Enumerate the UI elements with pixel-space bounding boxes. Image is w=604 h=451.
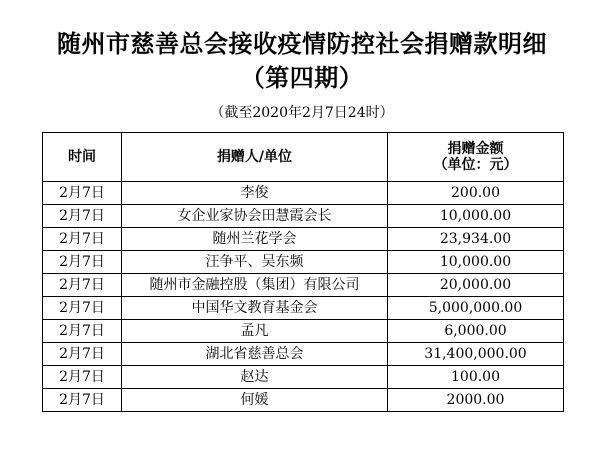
cell-date: 2月7日	[43, 251, 122, 274]
cell-date: 2月7日	[43, 389, 122, 412]
table-row	[43, 343, 564, 366]
cell-donor: 随州兰花学会	[122, 228, 388, 251]
cell-date: 2月7日	[43, 343, 122, 366]
cell-donor: 赵达	[122, 366, 388, 389]
cell-donor: 女企业家协会田慧霞会长	[122, 205, 388, 228]
header-amount-unit: （单位：元）	[433, 157, 518, 173]
cell-amount: 2000.00	[388, 389, 564, 412]
table-row	[43, 182, 564, 205]
cell-amount: 10,000.00	[388, 205, 564, 228]
cell-donor: 汪争平、吴东频	[122, 251, 388, 274]
cell-date: 2月7日	[43, 228, 122, 251]
cell-donor: 中国华文教育基金会	[122, 297, 388, 320]
cell-donor: 湖北省慈善总会	[122, 343, 388, 366]
cell-donor: 何媛	[122, 389, 388, 412]
cell-amount: 100.00	[388, 366, 564, 389]
date-note: （截至2020年2月7日24时）	[210, 105, 394, 121]
table-row	[43, 251, 564, 274]
header-donor: 捐赠人/单位	[122, 133, 388, 182]
cell-amount: 5,000,000.00	[388, 297, 564, 320]
cell-date: 2月7日	[43, 366, 122, 389]
header-amount	[388, 133, 564, 182]
cell-amount: 6,000.00	[388, 320, 564, 343]
table-row	[43, 389, 564, 412]
cell-date: 2月7日	[43, 320, 122, 343]
table-row	[43, 320, 564, 343]
cell-date: 2月7日	[43, 297, 122, 320]
cell-donor: 随州市金融控股（集团）有限公司	[122, 274, 388, 297]
table-header-row	[43, 133, 564, 182]
table-row	[43, 205, 564, 228]
document-subtitle: （第四期）	[240, 64, 364, 92]
cell-date: 2月7日	[43, 274, 122, 297]
donation-table	[42, 132, 564, 412]
table-row	[43, 297, 564, 320]
table-row	[43, 366, 564, 389]
cell-amount: 31,400,000.00	[388, 343, 564, 366]
cell-amount: 23,934.00	[388, 228, 564, 251]
cell-amount: 200.00	[388, 182, 564, 205]
cell-amount: 10,000.00	[388, 251, 564, 274]
cell-amount: 20,000.00	[388, 274, 564, 297]
document-title: 随州市慈善总会接收疫情防控社会捐赠款明细	[57, 30, 547, 58]
header-time: 时间	[43, 133, 122, 182]
cell-donor: 孟凡	[122, 320, 388, 343]
cell-donor: 李俊	[122, 182, 388, 205]
cell-date: 2月7日	[43, 205, 122, 228]
table-row	[43, 274, 564, 297]
cell-date: 2月7日	[43, 182, 122, 205]
header-amount-label: 捐赠金额	[447, 141, 504, 157]
table-row	[43, 228, 564, 251]
